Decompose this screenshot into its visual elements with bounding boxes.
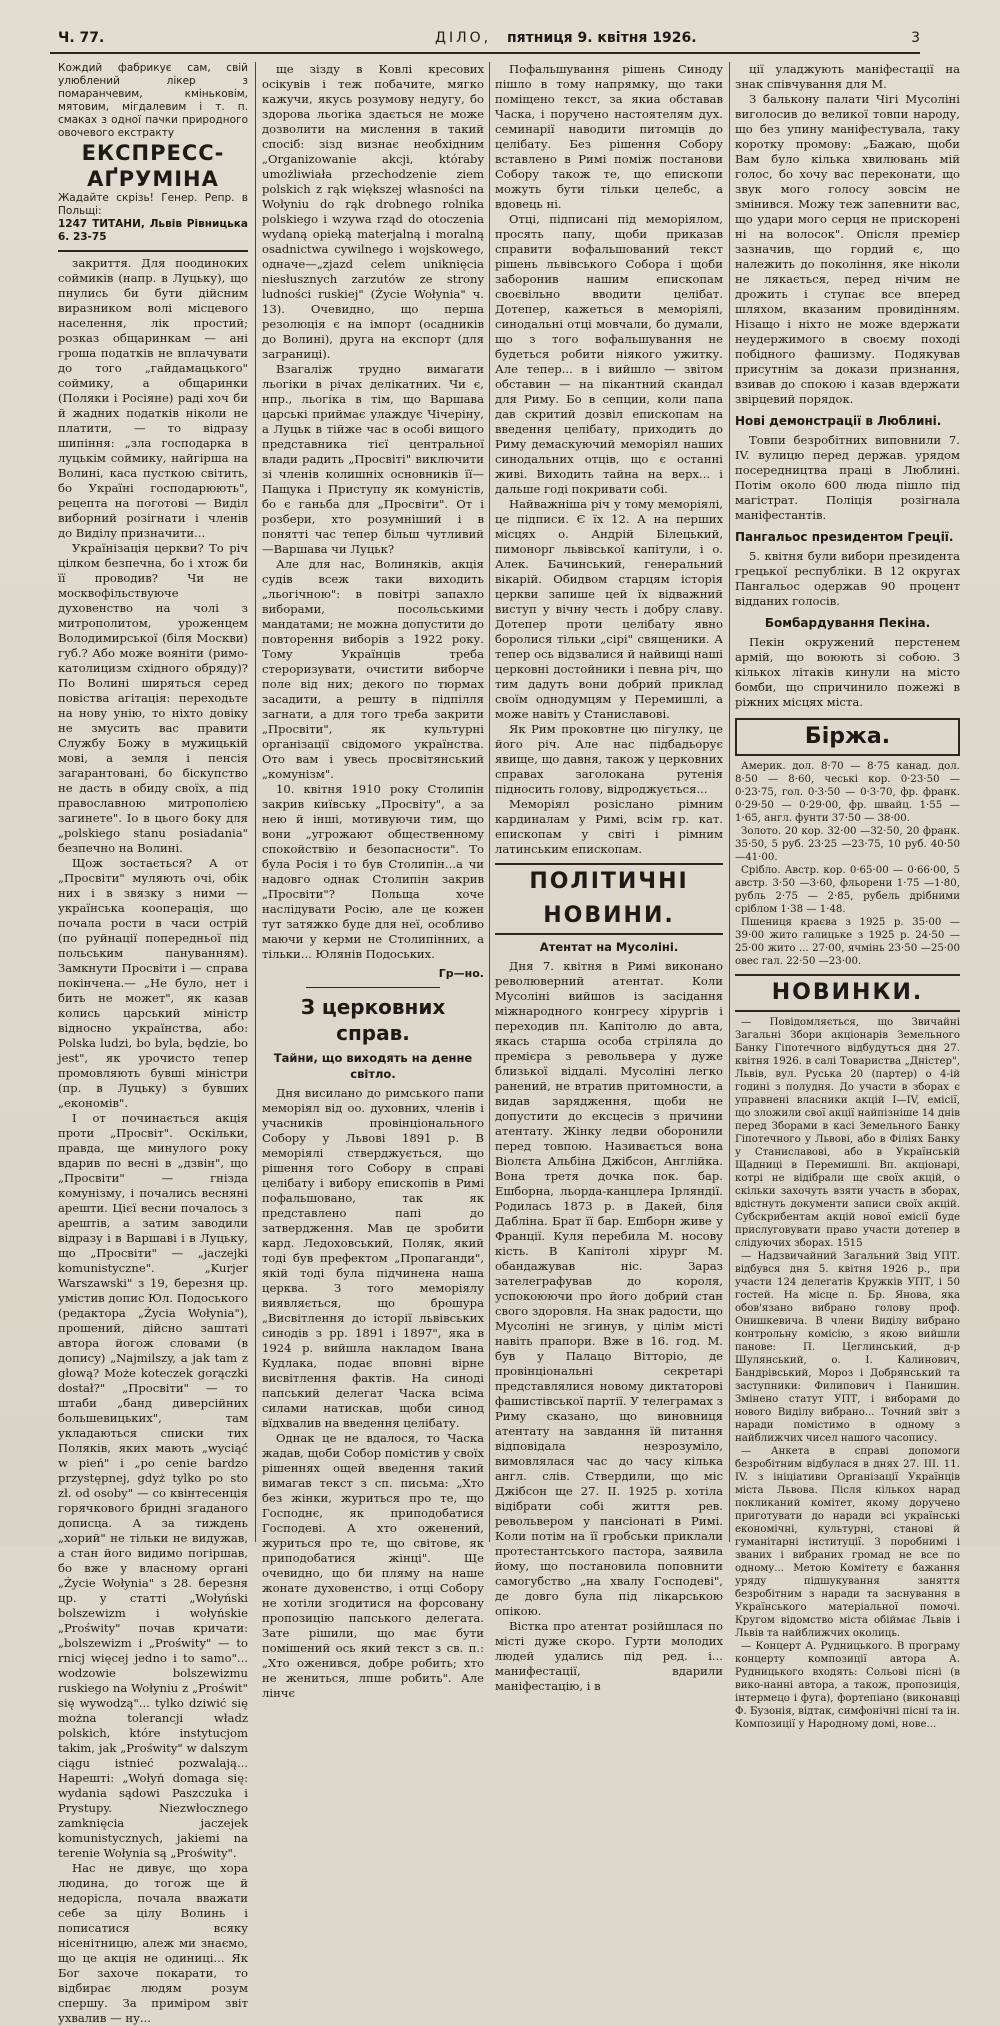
article-paragraph: закриття. Для поодиноких соймиків (напр. в Луцьку), що пнулись би бути дійсним виразником волі місцевого населення, лік простий; розказ общаринкам — ані гроша податків не вплачувати до того „гайдамацького" соймику, а общаринки (Поляки і Росіяне) раді хоч би й жадних податків ніколи не платити, — то відразу шипіння: „зла господарка в луцькім соймику, найгірша на Волині, каса пусткою світить, бо Україні господарюють", рецепта на поготові — Виділ виборний розігнати і членів до Виділу призначити... xyxy=(58,256,248,540)
advertisement xyxy=(58,62,248,252)
article-paragraph: Дня 7. квітня в Римі виконано революверний атентат. Коли Мусоліні вийшов із засідання міжнародного конгресу хірургів і переходив пл. Капітолю до авта, якась старша особа стріляла до премієра з револьвера у дуже близької віддалі. Мусоліні легко ранений, не втратив притомности, а видав зарядження, щоби не допустити до ексцесів з причини атентату. Жінку ледви оборонили перед товпою. Називається вона Віолєта Альбіна Джібсон, Англійка. Вона третя дочка пок. бар. Ешборна, льорда-канцлера Ірляндії. Родилась 1873 р. в Дакей, біля Дабліна. Брат її бар. Ешборн живе у Франції. Куля перебила М. носову кість. В Капітолі хірург М. обандажував ніс. Зараз зателеграфував до короля, успокоюючи про його добрий стан свого здоровля. На знак радости, що Мусоліні не згинув, у цілім місті навіть прапори. Вже в 16. год. М. був у Палацо Вітторіо, де провінціональні секретарі представлялися новому диктаторові фашистівської партії. У телеграмах з Риму сказано, що виновниця атентату на завдання їй питання відповідала незрозуміло, вимовлялася час до часу кілька англ. слів. Ствердили, що міс Джібсон ще 27. II. 1925 р. хотіла відібрати собі життя рев. револьвером у пансіонаті в Римі. Коли потім на її гробськи приклали протестантського пастора, заявила йому, що постановила поповнити самогубство „на хвалу Господеві", де довго була під лікарською опікою. xyxy=(495,959,723,1618)
news-item: — Концерт А. Рудницького. В програму концерту композиції автора А. Рудницького входять: Сольові пісні (в вико-нанні автора, а також, пропозиція, інтермецо і фуга), фортепіано (виконавці Ф. Бузонія, відтак, симфонічні пісні та ін. Композиції у Народному домі, нове... xyxy=(735,1641,960,1730)
page-number: 3 xyxy=(911,30,920,46)
page-header xyxy=(50,30,920,54)
exchange-line: Пшениця краєва з 1925 р. 35·00 — 39·00 жито галицьке з 1925 р. 24·50 —25·00 жито ... 27·00, ячмінь 23·50 —25·00 овес гал. 22·50 —23·00. xyxy=(735,917,960,967)
article-paragraph: Українізація церкви? То річ цілком безпечна, бо і хтож би її проводив? Чи не москвофільствуюче духовенство на чолі з митрополитом, уроженцем Володимирської (біля Москви) губ.? Або може вояніти (римо-католицизм східного обряду)? По Волині ширяться серед повіства агітація: переходьте на нову унію, то ніхто довіку не змусить вас правити Службу Божу в мужицькій мові, а земля і пенсія загарантовані, бо біскупство не дасть в обиду своїх, а під православною митрополією загинете". Іо в цього боку для „polskiego stanu posiadania" безпечно на Волині. xyxy=(58,541,248,855)
newspaper-title: ДІЛО, xyxy=(435,30,492,46)
section-heading-church: З церковних справ. xyxy=(300,995,446,1045)
news-item: — Надзвичайний Загальний Звід УПТ. відбувся дня 5. квітня 1926 р., при участи 124 делегатів Кружків УПТ, і 50 гостей. На місце п. Бр. Янова, яка обов'язано вибрано голову проф. Онишкевича. В члени Виділу вибрано контрольну комісію, з якою вийшли панове: П. Цеглинський, д-р Шулянський, о. І. Калинович, Бандрівський, Мороз і Добрянський та заступники: Филипович і Панишин. Змінено статут УПТ, і виборами до нового Виділу вибрано... Точний звіт з наради помістимо в одному з найближчих чисел нашого часопису. xyxy=(735,1251,960,1444)
article-paragraph: ще зізду в Ковлі кресових осікувів і теж побачите, мягко кажучи, якусь розумову недугу, бо здорова льогіка здається не може дозволити на мислення в такий спосіб: зізд визнає необхідним „Organizowanie akcji, któraby umożliwiała przechodzenie ziem polskich z rąk większej własności na Wołyniu do rąk drobnego rolnika polskiego i wzywa rząd do otoczenia wydaną opieką materjalną i moralną osadnictwa cywilnego i wojskowego, одначе—„zjazd celem uniknięcia niesłusznych zarzutów ze strony ludności ruskiej" (Życie Wołynia" ч. 13). Очевидно, що перша резолюція є на імпорт (осадників до Волині), друга на експорт (для заграниці). xyxy=(262,62,484,361)
article-paragraph: 5. квітня були вибори президента грецької республіки. В 12 округах Пангальос одержав 90 процент відданих голосів. xyxy=(735,549,960,608)
issue-date: пятниця 9. квітня 1926. xyxy=(507,30,697,46)
exchange-line: Золото. 20 кор. 32·00 —32·50, 20 франк. 35·50, 5 руб. 23·25 —23·75, 10 руб. 40·50 —41·00. xyxy=(735,826,960,863)
article-paragraph: Вістка про атентат розійшлася по місті дуже скоро. Гурти молодих людей удались під ред. і... манифестації, вдарили маніфестацію, і в xyxy=(495,1619,723,1693)
section-subheading: Тайни, що виходять на денне світло. xyxy=(273,1051,473,1081)
article-paragraph: Але для нас, Волинякiв, акція судів всеж таки виходить „льогічною": в повітрі запахло виборами, посольськими мандатами; не можна допустити до повторення виборів з 1922 року. Тому Українців треба стероризувати, очистити виборче поле від них; декого по тюрмах засадити, а решту в підпілля загнати, а для того треба закрити „Просвіти", як культурні організації свідомого українства. Ото вам і увесь просвітянський „комунізм". xyxy=(262,557,484,781)
ad-title: ЕКСПРЕСС-АҐРУМІНА xyxy=(81,141,225,191)
column-divider xyxy=(489,62,490,1542)
exchange-line: Срібло. Австр. кор. 0·65·00 — 0·66·00, 5 австр. 3·50 —3·60, фльорени 1·75 —1·80, рубль 2·75 — 2·85, рубель дрібними сріблом 1·38 — 1·48. xyxy=(735,865,960,915)
article-paragraph: Дня висилано до римського папи меморіял від оо. духовних, членів і учасників провінціонального Собору у Львові 1891 р. В меморіялі стверджується, що рішення того Собору в справі целібату і вибору епископів в Римі пофальшовано, так як представлено папі до затвердження. Мав це зробити кард. Ледоховський, Поляк, який тоді був префектом „Пропаганди", якій тоді була підчинена наша церква. З того меморіялу виявляється, що брошура „Висвітлення до історії львівських синодів з рр. 1891 і 1897", яка в 1924 р. вийшла накладом Івана Кудлака, подає вповні вірне висвітлення фактів. На синоді папський делегат Часка всіма силами натискав, щоби синод вїдхвалив на введення целібату. xyxy=(262,1086,484,1430)
article-paragraph: 10. квітня 1910 року Столипін закрив київську „Просвіту", а за нею й інші, мотивуючи тим, що вони „угрожают общественному спокойствію и безопасности". То була Росія і то був Столипін...а чи надовго однак Столипін закрив „Просвіти"? Польща хоче наслідувати Росію, але це кожен тут затяжко буде для неї, особливо маючи у керми не Столипінних, а тільки... Юлянів Подоських. xyxy=(262,782,484,961)
author-signature: Гр—но. xyxy=(438,967,484,980)
article-paragraph: Меморіял розіслано рімним кардиналам у Римі, всім гр. кат. епископам у світі і рімним латинським епископам. xyxy=(495,797,723,856)
article-paragraph: Найважніша річ у тому меморіялі, це підписи. Є їх 12. А на перших місцях о. Андрій Білецький, пимонорг львівської капітули, і о. Алек. Бачинський, генеральний вікарій. Обидвом старцям історія церкви запише цей їх відважний виступ у вічну честь і добру славу. Дотепер проти целібату явно боролися тільки „сірі" священики. А тепер ось відзвалися й найвищі наші церковні достойники і певна річ, що тим дадуть вони добрий приклад своїм однодумцям у Перемишлі, а може навіть у Станиславові. xyxy=(495,497,723,721)
column-4 xyxy=(735,62,960,1730)
news-heading: Пангальос президентом Греції. xyxy=(735,530,954,544)
article-paragraph: Пекін окружений перстенем армій, що воюють зі собою. З кількох літаків кинули на місто бомби, що спричинило пожежі в ріжних місцях міста. xyxy=(735,635,960,709)
ad-intro: Кождий фабрикує сам, свій улюблений лікер з помаранчевим, кміньковім, мятовим, мігдалевим і т. п. смаках з одної пачки природного овочевого екстракту xyxy=(58,62,248,139)
article-paragraph: Взагаліж трудно вимагати льогіки в річах делікатних. Чи є, нпр., льогіка в тім, що Варшава царські приймає улаждує Чічеріну, а Луцьк в тійже час в особі вищого представника тієї центральної влади радить „Просвіті" виключити зі членів колишніх основників її—Пащука і Приступу як комуністів, бо є ганьба для „Просвіти". От і розбери, хто розумніший і в понятті час тепер більш чутливий—Варшава чи Луцьк? xyxy=(262,362,484,556)
article-paragraph: ції уладжують маніфестації на знак співчування для М. xyxy=(735,62,960,91)
column-divider xyxy=(255,62,256,1542)
ad-line: 1247 ТИТАНИ, Львів Рівницька 6. 23-75 xyxy=(58,218,248,243)
article-paragraph: Товпи безробітних виповнили 7. IV. вулицю перед держав. урядом посередництва праці в Люблині. Потім около 600 люда пішло під магістрат. Поліція розігнала маніфестантів. xyxy=(735,433,960,522)
column-1 xyxy=(58,62,249,2025)
section-heading-exchange: Біржа. xyxy=(735,718,960,756)
news-item: — Анкета в справі допомоги безробітним відбулася в днях 27. III. 11. IV. з ініціативи Організації Українців міста Львова. Після кількох нарад покликаний комітет, якому доручено приготувати до наради всі українські економічні, культурні, станові й гуманітарні інституції. З поробнимі і званих і вибраних громад не все по одному... Метою Комітету є бажання уряду підшукування заняття безробітним з наради та заснування в Українського матеріальної помочі. Кругом відомство міста обіймає Львів і Львів та найближчих околиць. xyxy=(735,1446,960,1639)
article-paragraph: Нас не дивує, що хора людина, до тогож ще й недорісла, почала вважати себе за цілу Волинь і пописатися всяку нісенітницю, алеж ми знаємо, що це акція не одиниці... Як Бог захоче покарати, то відбирає людям розум спершу. За приміром звіт ухвалив — ну... xyxy=(58,1861,248,2025)
exchange-line: Америк. дол. 8·70 — 8·75 канад. дол. 8·50 — 8·60, чеські кор. 0·23·50 — 0·23·75, гол. 0·3·50 — 0·3·70, фр. франк. 0·29·50 — 0·29·00, фр. швайц. 1·55 — 1·65, англ. фунти 37·50 — 38·00. xyxy=(735,761,960,824)
article-paragraph: І от починається акція проти „Просвіт". Оскільки, правда, ще минулого року вдарив по весні в „дзвін", що „Просвіти" — гнізда комунізму, і почались весняні арешти. Цієї весни почалось з арештів, а затим заводили відразу і в Варшаві і в Луцьку, що „Просвіти" — „jaczejki komunistyczne". „Kurjer Warszawski" з 19, березня цр. умістив допис Юл. Подоського (редактора „Życia Wołynia"), прошений, дійсно заштаті автора йогож словами (в допису) „Najmilszy, a jak tam z głową? Może koteczek gorączki dostał?" „Просвіти" — то штаби „банд диверсійних большевицьких", там укладаються списки тих Поляків, яких мають „wyciąć w pień" і „po cenie bardzo przystępnej, gdyż tylko po sto zł. od osoby" — со квінтесенція горячкового бридні згаданого дописца. А за тиждень „хорий" не тільки не видужав, а стан його видимо погіршав, бо вже у власному органі „Życie Wołynia" з 28. березня цр. у статті „Wołyński bolszewizm i wołyńskie „Proświty" почав кричати: „bolszewizm i „Proświty" — to rnicj więcej jedno i to samo"... wodzowie bolszewizmu ruskiego na Wołyniu z „Proświt" się wywodzą"... tylko dziwić się można tolerancji władz polskich, które instytucjom takim, jak „Proświty" w dalszym ciągu istnieć pozwalają... Нарешті: „Wołyń domaga się: wydania sądowi Paszczuka i Prystupy. Niezwłocznego zamknięcia jaczejek komunistycznych, jakiemi na terenie Wołynia są „Proświty". xyxy=(58,1111,249,1860)
article-paragraph: З балькону палати Чігі Мусоліні виголосив до великої товпи народу, що без упину маніфестувала, таку коротку промову: „Бажаю, щоби Вам було кілька хвилювань мій голос, бо хочу вас переконати, що звук мого голосу зовсім не змінився. Можу теж запевнити вас, що удари мого серця не прискорені ні на волосок". Опісля премієр зазначив, що гордий є, що належить до покоління, яке ніколи не лякається, перед нічим не дрожить і ступає все вперед шляхом, вказаним провидінням. Нізащо і ніхто не може вдержати неудержимого в своєму поході побідного фашизму. Подякував присутнім за докази признання, взивав до спокою і казав вдержати звірцевий порядок. xyxy=(735,92,960,406)
column-3 xyxy=(495,62,723,1693)
issue-number: Ч. 77. xyxy=(58,30,105,46)
ad-line: Жадайте скрізь! Генер. Репр. в Польщі: xyxy=(58,192,248,217)
news-heading: Нові демонстрації в Люблині. xyxy=(735,414,942,428)
section-heading-political-news: ПОЛІТИЧНІ НОВИНИ. xyxy=(495,863,723,935)
section-heading-news: НОВИНКИ. xyxy=(735,974,960,1012)
article-paragraph: Щож зостається? А от „Просвіти" муляють очі, обік них і в звязку з ними — українська кооперація, що почала рости в часи острій (по руйнації попередньої під польським пануванням). Замкнути Просвіти і — справа покінчена.— „Не було, нет і бить не может", як казав колись царський міністр відносно українства, або: Polska ludzi, bo byla, będzie, bo jest", як урочисто тепер промовляють бувші міністри (пр. в Луцьку) з бувших „економів". xyxy=(58,856,248,1110)
news-heading: Бомбардування Пекіна. xyxy=(764,616,931,630)
article-paragraph: Отці, підписані під меморіялом, просять папу, щоби приказав справити вофальшований текст рішень львівського Собора і щоби заборонив нашим епископам своєвільно вводити целібат. Дотепер, кажеться в меморіялі, синодальні отці мовчали, бо думали, що з того вофальшування не будеться робити ніякого ужитку. Але тепер... в і вийшло — звітом обставин — на пікантний скандал для Риму. Бо в сепции, коли папа дав скритий дозвіл епископам на введення целібату, приходить до Риму демаскуючий меморіял наших синодальних отців, що є останні живі. Виходить тайна на верх... і дальше годі покривати собі. xyxy=(495,212,723,496)
column-2 xyxy=(262,62,484,1700)
news-item: — Повідомляється, що Звичайні Загальні Збори акціонарів Земельного Банку Гіпотечного відбудуться дня 27. квітня 1926. в салі Товариства „Дністер", Львів, вул. Руська 20 (партер) о 4-ій годині з полудня. До участи в зборах є управнені власники акцій I—IV, емісії, що зложили свої акції найпізніше 14 днів перед Зборами в касі Земельного Банку Гіпотечного у Львові, або в Філіях Банку у Станиславові, або в Українській Щадниці в Перемишлі. Вп. акціонарі, котрі не відібрали ще своїх акцій, о скільки захочуть взяти участь в зборах, вдістнуть документи записи своїх акцій. Субскрибентам акцій нової емісії буде прислуговувати право участи дотепер в слідуючих зборах. 1515 xyxy=(735,1017,960,1249)
article-paragraph: Як Рим проковтне цю пігулку, це його річ. Але нас підбадьорує явище, що давня, також у церковних справах заголокана рутенія підносить голову, відроджується... xyxy=(495,722,723,796)
section-subheading: Атентат на Мусоліні. xyxy=(539,940,679,954)
section-divider xyxy=(306,987,439,988)
news-items xyxy=(735,1016,960,1731)
article-paragraph: Однак це не вдалося, то Часка жадав, щоби Собор помістив у своїх рішеннях ощей введення такий вимагав текст з сп. письма: „Хто без жінки, журиться про те, що Господнє, як приподобатися Господеві. А хто оженений, журиться про те, що світове, як приподобатися жінці". Ще очевидно, що би пляму на наше жонате духовенство, і отці Собору не хотіли згодитися на форсовану пропозицію папського делегата. Зате рішили, що має бути помішений ось який текст з св. п.: „Хто оженився, добре робить; хто не жениться, лпше робить". Але лінчє xyxy=(262,1431,484,1700)
article-paragraph: Пофальшування рішень Синоду пішло в тому напрямку, що таки поміщено текст, за якиа обставав Часка, і поручено настоятелям дух. семинарії наводити питомців до целібату. Без рішення Собору вставлено в Римі поміж постанови Собору також те, що епископи можуть бути тільки целебс, а вдовець ні. xyxy=(495,62,723,211)
column-divider xyxy=(729,62,730,1542)
exchange-rates xyxy=(735,760,960,968)
